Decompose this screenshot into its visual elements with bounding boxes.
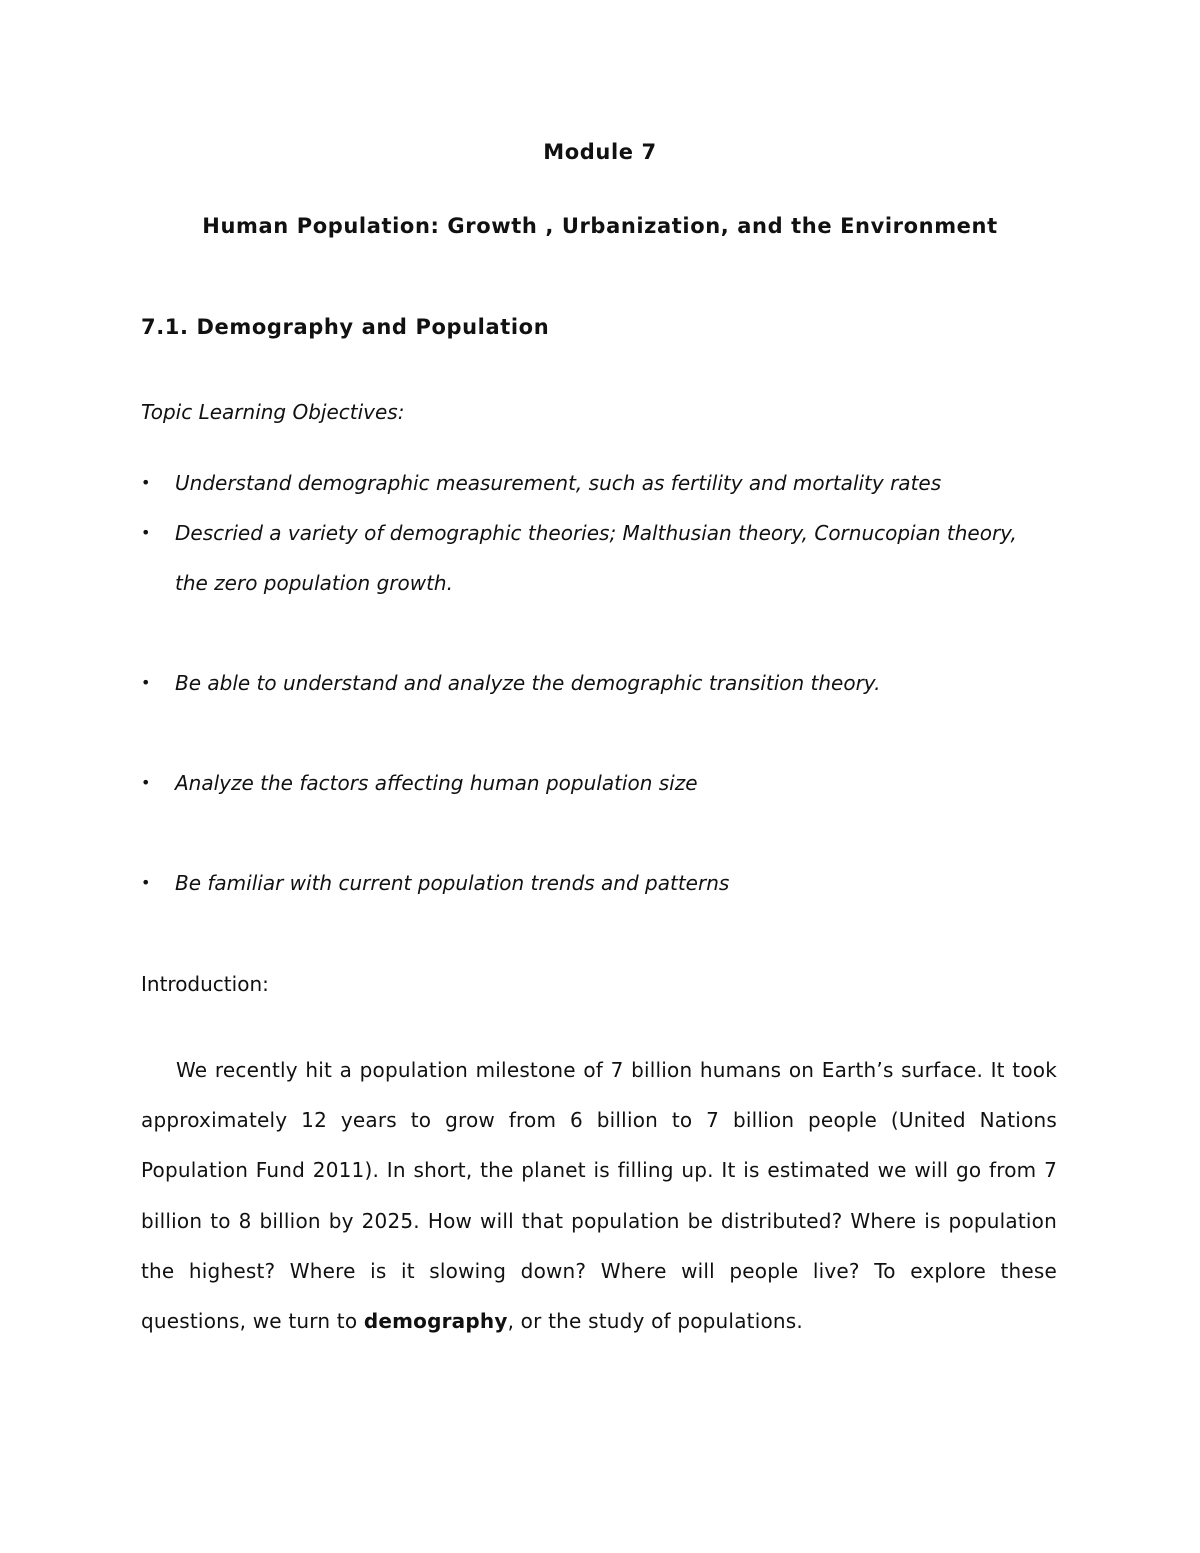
module-title: Module 7 <box>543 140 657 164</box>
objectives-label: Topic Learning Objectives: <box>141 400 405 424</box>
objective-text: Analyze the factors affecting human population size <box>175 771 698 795</box>
objective-item <box>141 758 1041 808</box>
introduction-paragraph <box>141 1045 1057 1346</box>
objective-item <box>141 458 1041 508</box>
objective-text: Descried a variety of demographic theories; Malthusian theory, Cornucopian theory, the zero population growth. <box>175 521 1017 595</box>
objective-text: Be familiar with current population trends and patterns <box>175 871 730 895</box>
bullet-icon: • <box>141 873 151 892</box>
bullet-icon: • <box>141 673 151 692</box>
objective-text: Understand demographic measurement, such as fertility and mortality rates <box>175 471 942 495</box>
bullet-icon: • <box>141 473 151 492</box>
paragraph-text: We recently hit a population milestone of 7 billion humans on Earth’s surface. It took approximately 12 years to grow from 6 billion to 7 billion people (United Nations Population Fund 2011). In short, the planet is filling up. It is estimated we will go from 7 billion to 8 billion by 2025. How will that population be distributed? Where is population the highest? Where is it slowing down? Where will people live? To explore these questions, we turn to <box>141 1058 1057 1334</box>
objective-text: Be able to understand and analyze the demographic transition theory. <box>175 671 881 695</box>
objective-item <box>141 658 1041 708</box>
document-title: Human Population: Growth , Urbanization, and the Environment <box>202 214 998 238</box>
introduction-label: Introduction: <box>141 972 269 996</box>
key-term: demography <box>363 1309 508 1334</box>
bullet-icon: • <box>141 773 151 792</box>
section-heading: 7.1. Demography and Population <box>141 315 550 339</box>
paragraph-text-end: , or the study of populations. <box>507 1309 803 1334</box>
objective-item <box>141 508 1041 608</box>
objective-item <box>141 858 1041 908</box>
bullet-icon: • <box>141 523 151 542</box>
